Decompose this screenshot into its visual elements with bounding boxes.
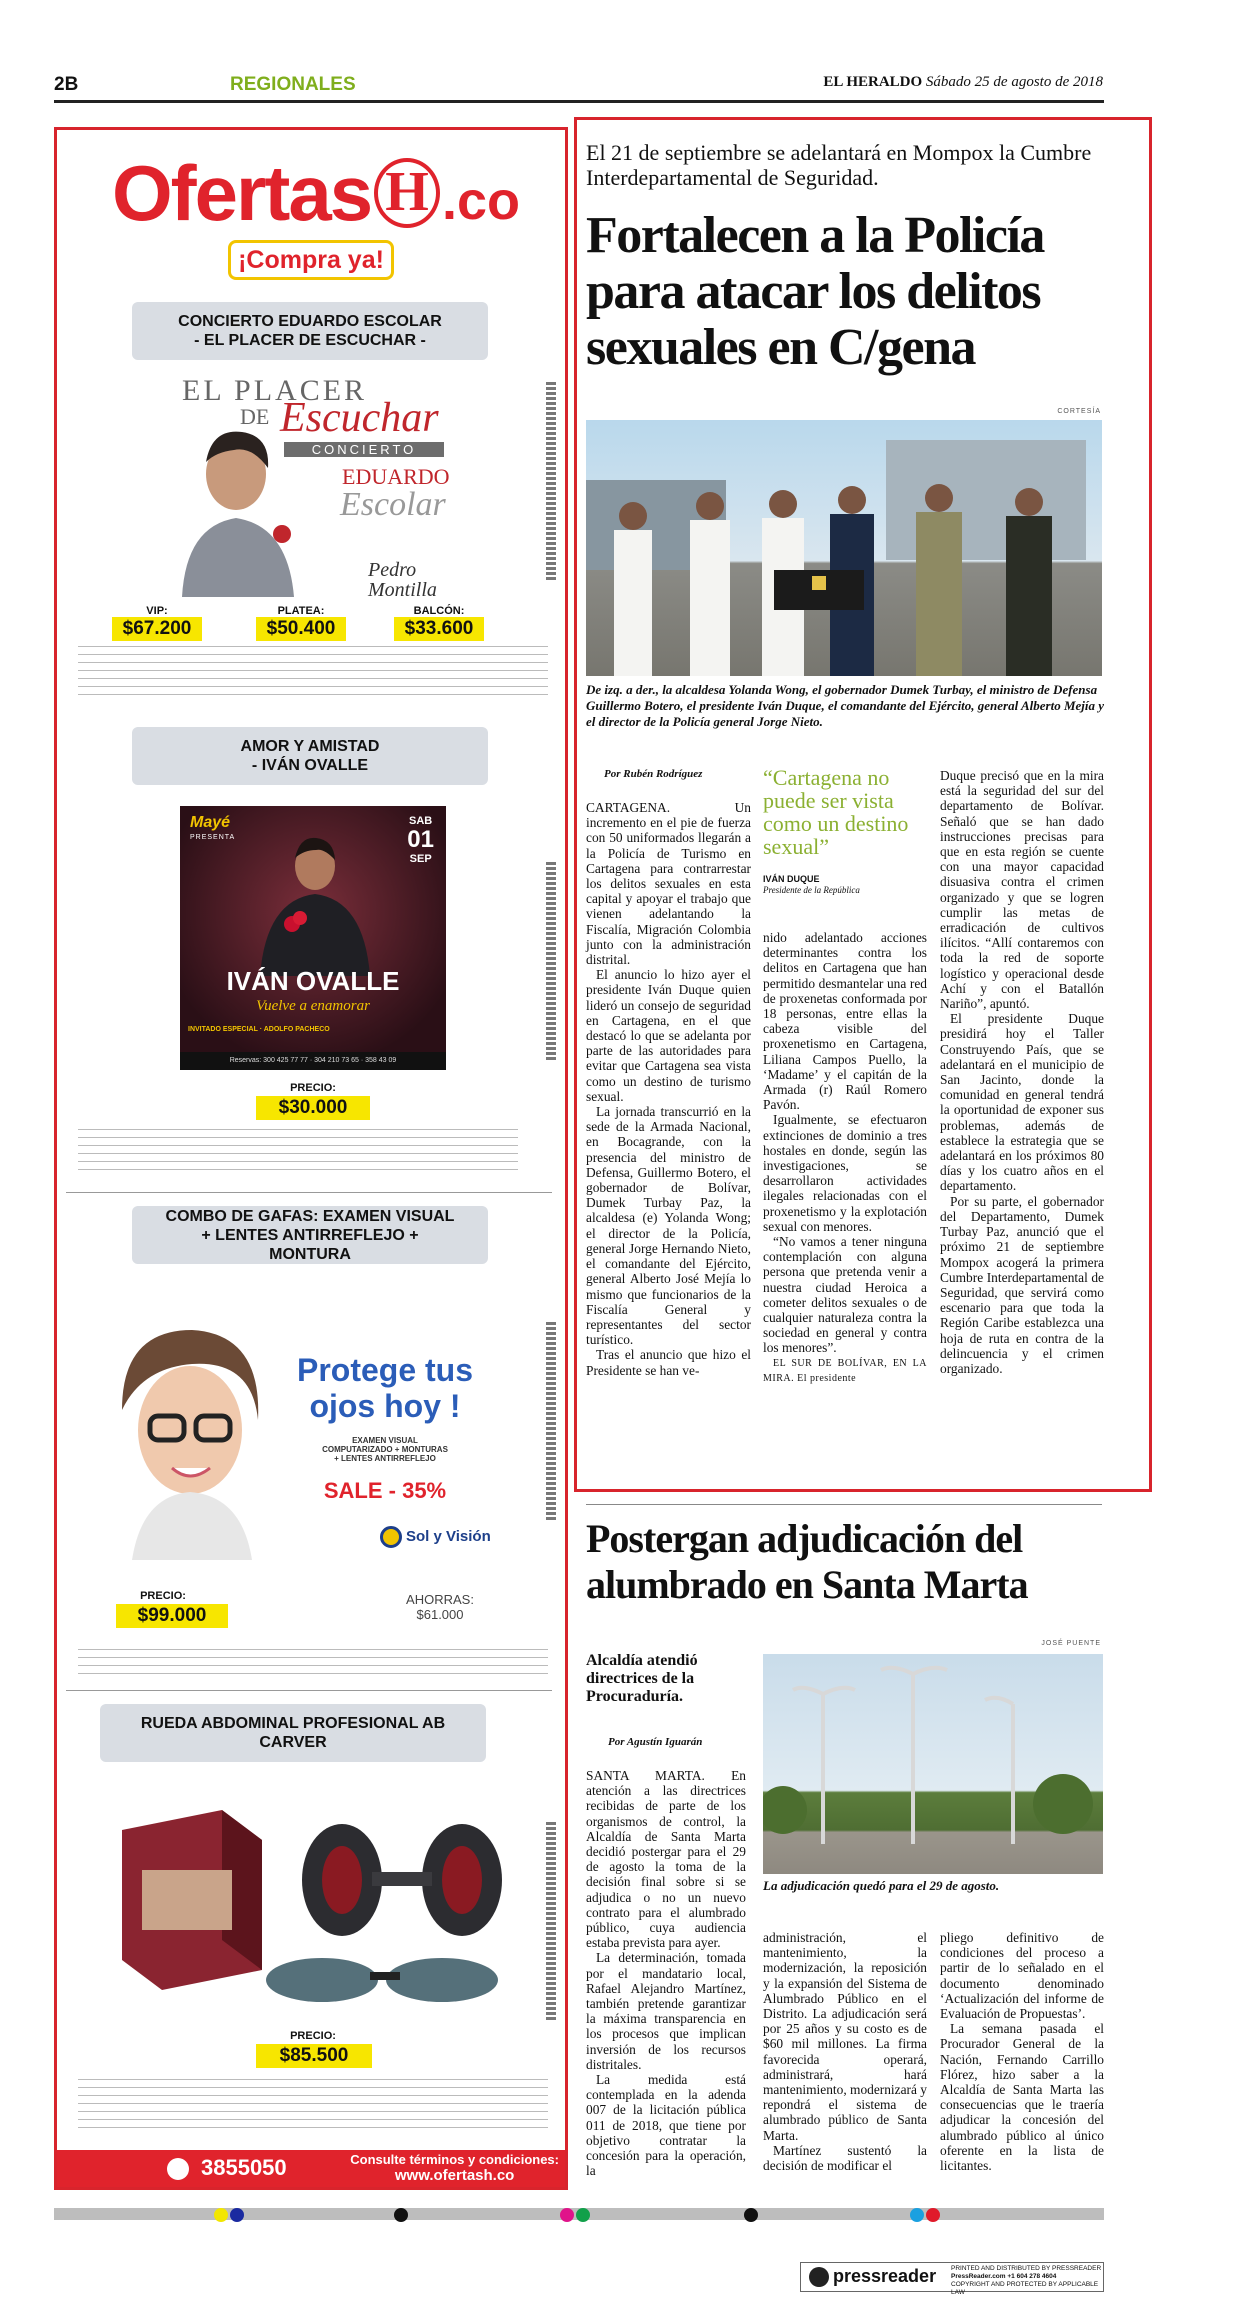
- poster-guest: INVITADO ESPECIAL · ADOLFO PACHECO: [188, 1026, 330, 1033]
- article-column-1: [586, 800, 751, 1378]
- paper-name: EL HERALDO: [823, 74, 923, 90]
- registration-dot: [744, 2208, 758, 2222]
- streetlights-photo: [763, 1654, 1103, 1874]
- promo-line: Protege tus: [296, 1352, 474, 1388]
- product-title-line: - EL PLACER DE ESCUCHAR -: [194, 332, 426, 349]
- product-title-line: MONTURA: [269, 1245, 351, 1263]
- registration-dot: [926, 2208, 940, 2222]
- logo-suffix: .co: [442, 171, 521, 231]
- poster-line: EDUARDO: [342, 464, 450, 489]
- paragraph: pliego definitivo de condiciones del proceso a partir de lo señalado en el documento denominado ‘Actualización del informe de Evaluación de Propuestas’.: [940, 1930, 1104, 2022]
- concert-poster: [172, 372, 452, 600]
- poster-tagline: Vuelve a enamorar: [256, 998, 370, 1014]
- ofertash-logo: [112, 148, 521, 238]
- pressreader-info: [951, 2265, 1103, 2297]
- paragraph: El anuncio lo hizo ayer el presidente Iván Duque quien lideró un consejo de seguridad en Cartagena, en el que destacó lo que se adelanta por parte de las autoridades para evitar que Cartagena sea vista como un destino de turismo sexual.: [586, 967, 751, 1104]
- price-balcon: [394, 605, 484, 641]
- price-label: PRECIO:: [290, 1082, 336, 1094]
- product-title-line: - IVÁN OVALLE: [251, 757, 369, 774]
- article2-headline: Postergan adjudicación del alumbrado en Santa Marta: [586, 1516, 1028, 1607]
- registration-dot: [230, 2208, 244, 2222]
- concert-prices: [108, 605, 528, 641]
- subhead-paragraph: EL SUR DE BOLÍVAR, EN LA MIRA. El presidente: [763, 1357, 927, 1384]
- paragraph: administración, el mantenimiento, la modernización, la reposición y la expansión del Sistema de Alumbrado Público en el Distrito. La adjudicación será por 25 años y su costo es de $60 mil millones. La firma favorecida operará, administrará, hará mantenimiento, modernizará y repondrá el sistema de alumbrado público de Santa Marta.: [763, 1930, 927, 2143]
- product-title-ivan-ovalle: [132, 727, 488, 785]
- poster-presenta: PRESENTA: [190, 834, 236, 841]
- article2-column-3: [940, 1930, 1104, 2173]
- paragraph: La medida está contemplada en la adenda 007 de la licitación pública 011 de 2018, que tiene por objetivo contratar la concesión para la operación, la: [586, 2072, 746, 2179]
- price-label: PRECIO:: [290, 2030, 336, 2042]
- vertical-legal-text: [546, 1320, 556, 1520]
- poster-month: SEP: [409, 853, 432, 865]
- price-vip: [112, 605, 202, 641]
- article-rule: [586, 1504, 1102, 1505]
- product-title-rueda: [100, 1704, 486, 1762]
- pressreader-line: COPYRIGHT AND PROTECTED BY APPLICABLE LAW: [951, 2281, 1099, 2296]
- promo-detail: COMPUTARIZADO + MONTURAS: [322, 1445, 448, 1454]
- section-name: REGIONALES: [230, 74, 356, 95]
- article-kicker: El 21 de septiembre se adelantará en Mompox la Cumbre Interdepartamental de Seguridad.: [586, 140, 1092, 190]
- poster-guest-first: Pedro: [368, 559, 417, 581]
- pull-quote-role: Presidente de la República: [763, 885, 860, 895]
- registration-dot: [576, 2208, 590, 2222]
- vertical-legal-text: [546, 380, 556, 580]
- product-title-line: CONCIERTO EDUARDO ESCOLAR: [178, 313, 442, 330]
- poster-line: Escuchar: [280, 395, 439, 441]
- article2-deck: Alcaldía atendió directrices de la Procuraduría.: [586, 1652, 698, 1705]
- paragraph: La semana pasada el Procurador General de la Nación, Fernando Carrillo Flórez, hizo saber a la Alcaldía de Santa Marta las consecuencias que le traería adjudicar la concesión del alumbrado público al único oferente en la lista de licitantes.: [940, 2021, 1104, 2174]
- pull-quote: “Cartagena no puede ser vista como un destino sexual”: [763, 765, 909, 859]
- glasses-promo-headline: [285, 1352, 485, 1424]
- paragraph: “No vamos a tener ninguna contemplación con alguna persona que pretenda venir a nuestra ciudad Heroica a cometer delitos sexuales o de cualquier naturaleza contra la sociedad en general y contra los menores”.: [763, 1234, 927, 1356]
- price-label: VIP:: [146, 605, 168, 617]
- masthead-date: [823, 74, 1103, 91]
- logo-word: Ofertas: [112, 149, 372, 237]
- photo2-caption: La adjudicación quedó para el 29 de agosto.: [763, 1878, 1000, 1893]
- pressreader-line: PRINTED AND DISTRIBUTED BY PRESSREADER: [951, 2265, 1102, 2272]
- singer-photo: [172, 422, 312, 597]
- pressreader-icon: [809, 2267, 829, 2287]
- product-title-line: AMOR Y AMISTAD: [240, 738, 380, 755]
- price-value: $99.000: [116, 1604, 228, 1628]
- photo-credit: CORTESÍA: [1057, 408, 1101, 415]
- article2-column-1: [586, 1768, 746, 2178]
- ad-footer-bar: [57, 2150, 565, 2187]
- poster-line: DE: [240, 404, 270, 429]
- registration-dot: [560, 2208, 574, 2222]
- price-label: PRECIO:: [140, 1590, 186, 1602]
- price-platea: [256, 605, 346, 641]
- price-label: PLATEA:: [277, 605, 325, 617]
- paragraph: nido adelantado acciones determinantes contra los delitos en Cartagena que han permitido desmantelar una red de proxenetas conformada por 18 personas, entre ellas la cabeza visible del proxenetismo en Cartagena, Liliana Campos Puello, la ‘Madame’ y el capitán de la Armada (r) Raúl Romero Pavón.: [763, 930, 927, 1113]
- paragraph: El presidente Duque presidirá hoy el Taller Construyendo País, que se adelantará en el municipio de San Jacinto, donde la comunidad en general tendrá la oportunidad de exponer sus problemas, además de establece la estrategia que se adelantará en los próximos 80 días y los cuatro años en el departamento.: [940, 1011, 1104, 1194]
- registration-dot: [394, 2208, 408, 2222]
- singer-figure: [240, 826, 390, 976]
- terms-line: Consulte términos y condiciones:: [350, 2152, 559, 2167]
- terms-url[interactable]: www.ofertash.co: [394, 2167, 515, 2184]
- poster-date: [407, 814, 434, 866]
- ad-separator: [66, 1690, 552, 1691]
- product-title-line: COMBO DE GAFAS: EXAMEN VISUAL: [165, 1207, 455, 1225]
- price-label: BALCÓN:: [413, 605, 465, 617]
- poster-guest: [368, 560, 437, 600]
- article2-byline: Por Agustín Iguarán: [608, 1736, 703, 1748]
- price-value: $67.200: [112, 617, 202, 641]
- pressreader-brand: pressreader: [833, 2266, 937, 2286]
- phone-icon: [167, 2158, 189, 2180]
- color-registration-bar: [54, 2208, 1104, 2220]
- vertical-legal-text: [546, 860, 556, 1060]
- paragraph: CARTAGENA. Un incremento en el pie de fuerza con 50 uniformados llegarán a la Policía de Turismo en Cartagena para contrarrestar los delitos sexuales en esta capital y apoyar el trabajo que vienen adelantando la Fiscalía, Migración Colombia junto con la administración distrital.: [586, 800, 751, 968]
- registration-dot: [214, 2208, 228, 2222]
- compra-ya-badge: ¡Compra ya!: [228, 240, 394, 280]
- glasses-promo-details: [285, 1436, 485, 1463]
- savings-value: $61.000: [416, 1607, 464, 1622]
- product-title-line: RUEDA ABDOMINAL PROFESIONAL AB: [140, 1715, 446, 1732]
- sale-badge: SALE - 35%: [323, 1478, 447, 1503]
- header-rule: [54, 100, 1104, 103]
- ivan-ovalle-poster: [180, 806, 446, 1070]
- paragraph: Igualmente, se efectuaron extinciones de dominio a tres hostales en donde, según las investigaciones, se desarrollaron actividades ilegales relacionadas con el proxenetismo y la explotación sexual con menores.: [763, 1112, 927, 1234]
- poster-guest-last: Montilla: [368, 579, 437, 601]
- pressreader-line: PressReader.com +1 604 278 4604: [951, 2273, 1057, 2280]
- photo-credit: JOSÉ PUENTE: [1041, 1640, 1101, 1647]
- poster-line: EL PLACER: [182, 374, 368, 407]
- promo-detail: + LENTES ANTIRREFLEJO: [334, 1454, 436, 1463]
- fine-print: [78, 2076, 548, 2132]
- vertical-legal-text: [546, 1820, 556, 2020]
- savings: [390, 1592, 490, 1622]
- pull-quote-author: IVÁN DUQUE: [763, 874, 820, 884]
- paragraph: Tras el anuncio que hizo el Presidente se han ve-: [586, 1347, 751, 1378]
- article-column-3: [940, 768, 1104, 1376]
- promo-line: ojos hoy !: [309, 1388, 461, 1424]
- pressreader-badge[interactable]: [800, 2262, 1104, 2296]
- paragraph: SANTA MARTA. En atención a las directrices recibidas de parte de los organismos de control, la Alcaldía de Santa Marta decidió postergar para el 29 de agosto la toma de la decisión final sobre si se adjudica o no un nuevo contrato para el alumbrado público, cuya audiencia estaba prevista para ayer.: [586, 1768, 746, 1951]
- page-number: 2B: [54, 74, 79, 95]
- ad-phone: 3855050: [201, 2155, 287, 2180]
- product-title-concierto: [132, 302, 488, 360]
- price-value: $33.600: [394, 617, 484, 641]
- savings-label: AHORRAS:: [406, 1592, 474, 1607]
- article-headline: Fortalecen a la Policía para atacar los delitos sexuales en C/gena: [586, 207, 1044, 376]
- photo-caption: De izq. a der., la alcaldesa Yolanda Wong, el gobernador Dumek Turbay, el ministro de Defensa Guillermo Botero, el presidente Iván Duque, el comandante del Ejército, general Alberto Mejía y el director de la Policía general Jorge Nieto.: [586, 682, 1105, 729]
- poster-brand: Mayé: [190, 814, 231, 831]
- officials-photo: [586, 420, 1102, 676]
- ad-terms: [350, 2152, 559, 2184]
- fine-print: [78, 1646, 548, 1680]
- logo-h-badge: H: [374, 158, 440, 228]
- product-title-line: CARVER: [259, 1734, 327, 1751]
- article2-column-2: [763, 1930, 927, 2173]
- sol-y-vision-logo: [380, 1522, 530, 1552]
- paragraph: Duque precisó que en la mira está la seguridad del sur del departamento de Bolívar. Señaló que se han dado instrucciones precisas para que en esta región se cuente con una mayor capacidad disuasiva contra el crimen organizado y que se logren cumplir las metas de erradicación de cultivos ilícitos. “Allí contaremos con toda la red de soporte logístico y operacional desde Achí y con el Batallón Nariño”, apuntó.: [940, 768, 1104, 1012]
- price-value: $50.400: [256, 617, 346, 641]
- article-column-2: [763, 930, 927, 1386]
- registration-dot: [910, 2208, 924, 2222]
- poster-day: SAB: [409, 815, 433, 827]
- paragraph: Martínez sustentó la decisión de modificar el: [763, 2142, 927, 2174]
- poster-name: IVÁN OVALLE: [226, 966, 400, 996]
- ad-separator: [66, 1192, 552, 1193]
- store-name: Sol y Visión: [406, 1528, 491, 1545]
- fine-print: [78, 1126, 518, 1174]
- issue-date: Sábado 25 de agosto de 2018: [925, 74, 1103, 90]
- ab-wheel-photo: [112, 1790, 532, 2020]
- price-value: $30.000: [256, 1096, 370, 1120]
- promo-detail: EXAMEN VISUAL: [352, 1436, 418, 1445]
- product-title-gafas: [132, 1206, 488, 1264]
- fine-print: [78, 643, 548, 699]
- poster-daynum: 01: [407, 826, 434, 853]
- poster-phones: Reservas: 300 425 77 77 · 304 210 73 65 · 358 43 09: [180, 1052, 446, 1070]
- price-value: $85.500: [256, 2044, 372, 2068]
- paragraph: La determinación, tomada por el mandatario local, Rafael Alejandro Martínez, también pretende garantizar la máxima transparencia en los procesos que implican inversión de los recursos distritales.: [586, 1950, 746, 2072]
- woman-glasses-photo: [102, 1320, 272, 1560]
- product-title-line: + LENTES ANTIRREFLEJO +: [201, 1226, 419, 1244]
- article-byline: Por Rubén Rodríguez: [604, 768, 703, 780]
- poster-line: CONCIERTO: [284, 442, 444, 457]
- paragraph: La jornada transcurrió en la sede de la Armada Nacional, en Bocagrande, con la presencia del ministro de Defensa, Guillermo Botero, el gobernador de Bolívar, Dumek Turbay Paz, la alcaldesa (e) Yolanda Wong; el director de la Policía, general Jorge Hernando Nieto, el comandante del Ejército, general Alberto José Mejía lo mismo que funcionarios de la Fiscalía General y representantes del sector turístico.: [586, 1104, 751, 1348]
- paragraph: Por su parte, el gobernador del Departamento, Dumek Turbay Paz, anunció que el próximo 21 de septiembre Mompox acogerá la primera Cumbre Interdepartamental de Seguridad, que servirá como escenario para que toda la Región Caribe establezca una hoja de ruta en contra de la delincuencia y el crimen organizado.: [940, 1193, 1104, 1376]
- sun-icon: [380, 1526, 402, 1548]
- poster-line: Escolar: [340, 486, 446, 523]
